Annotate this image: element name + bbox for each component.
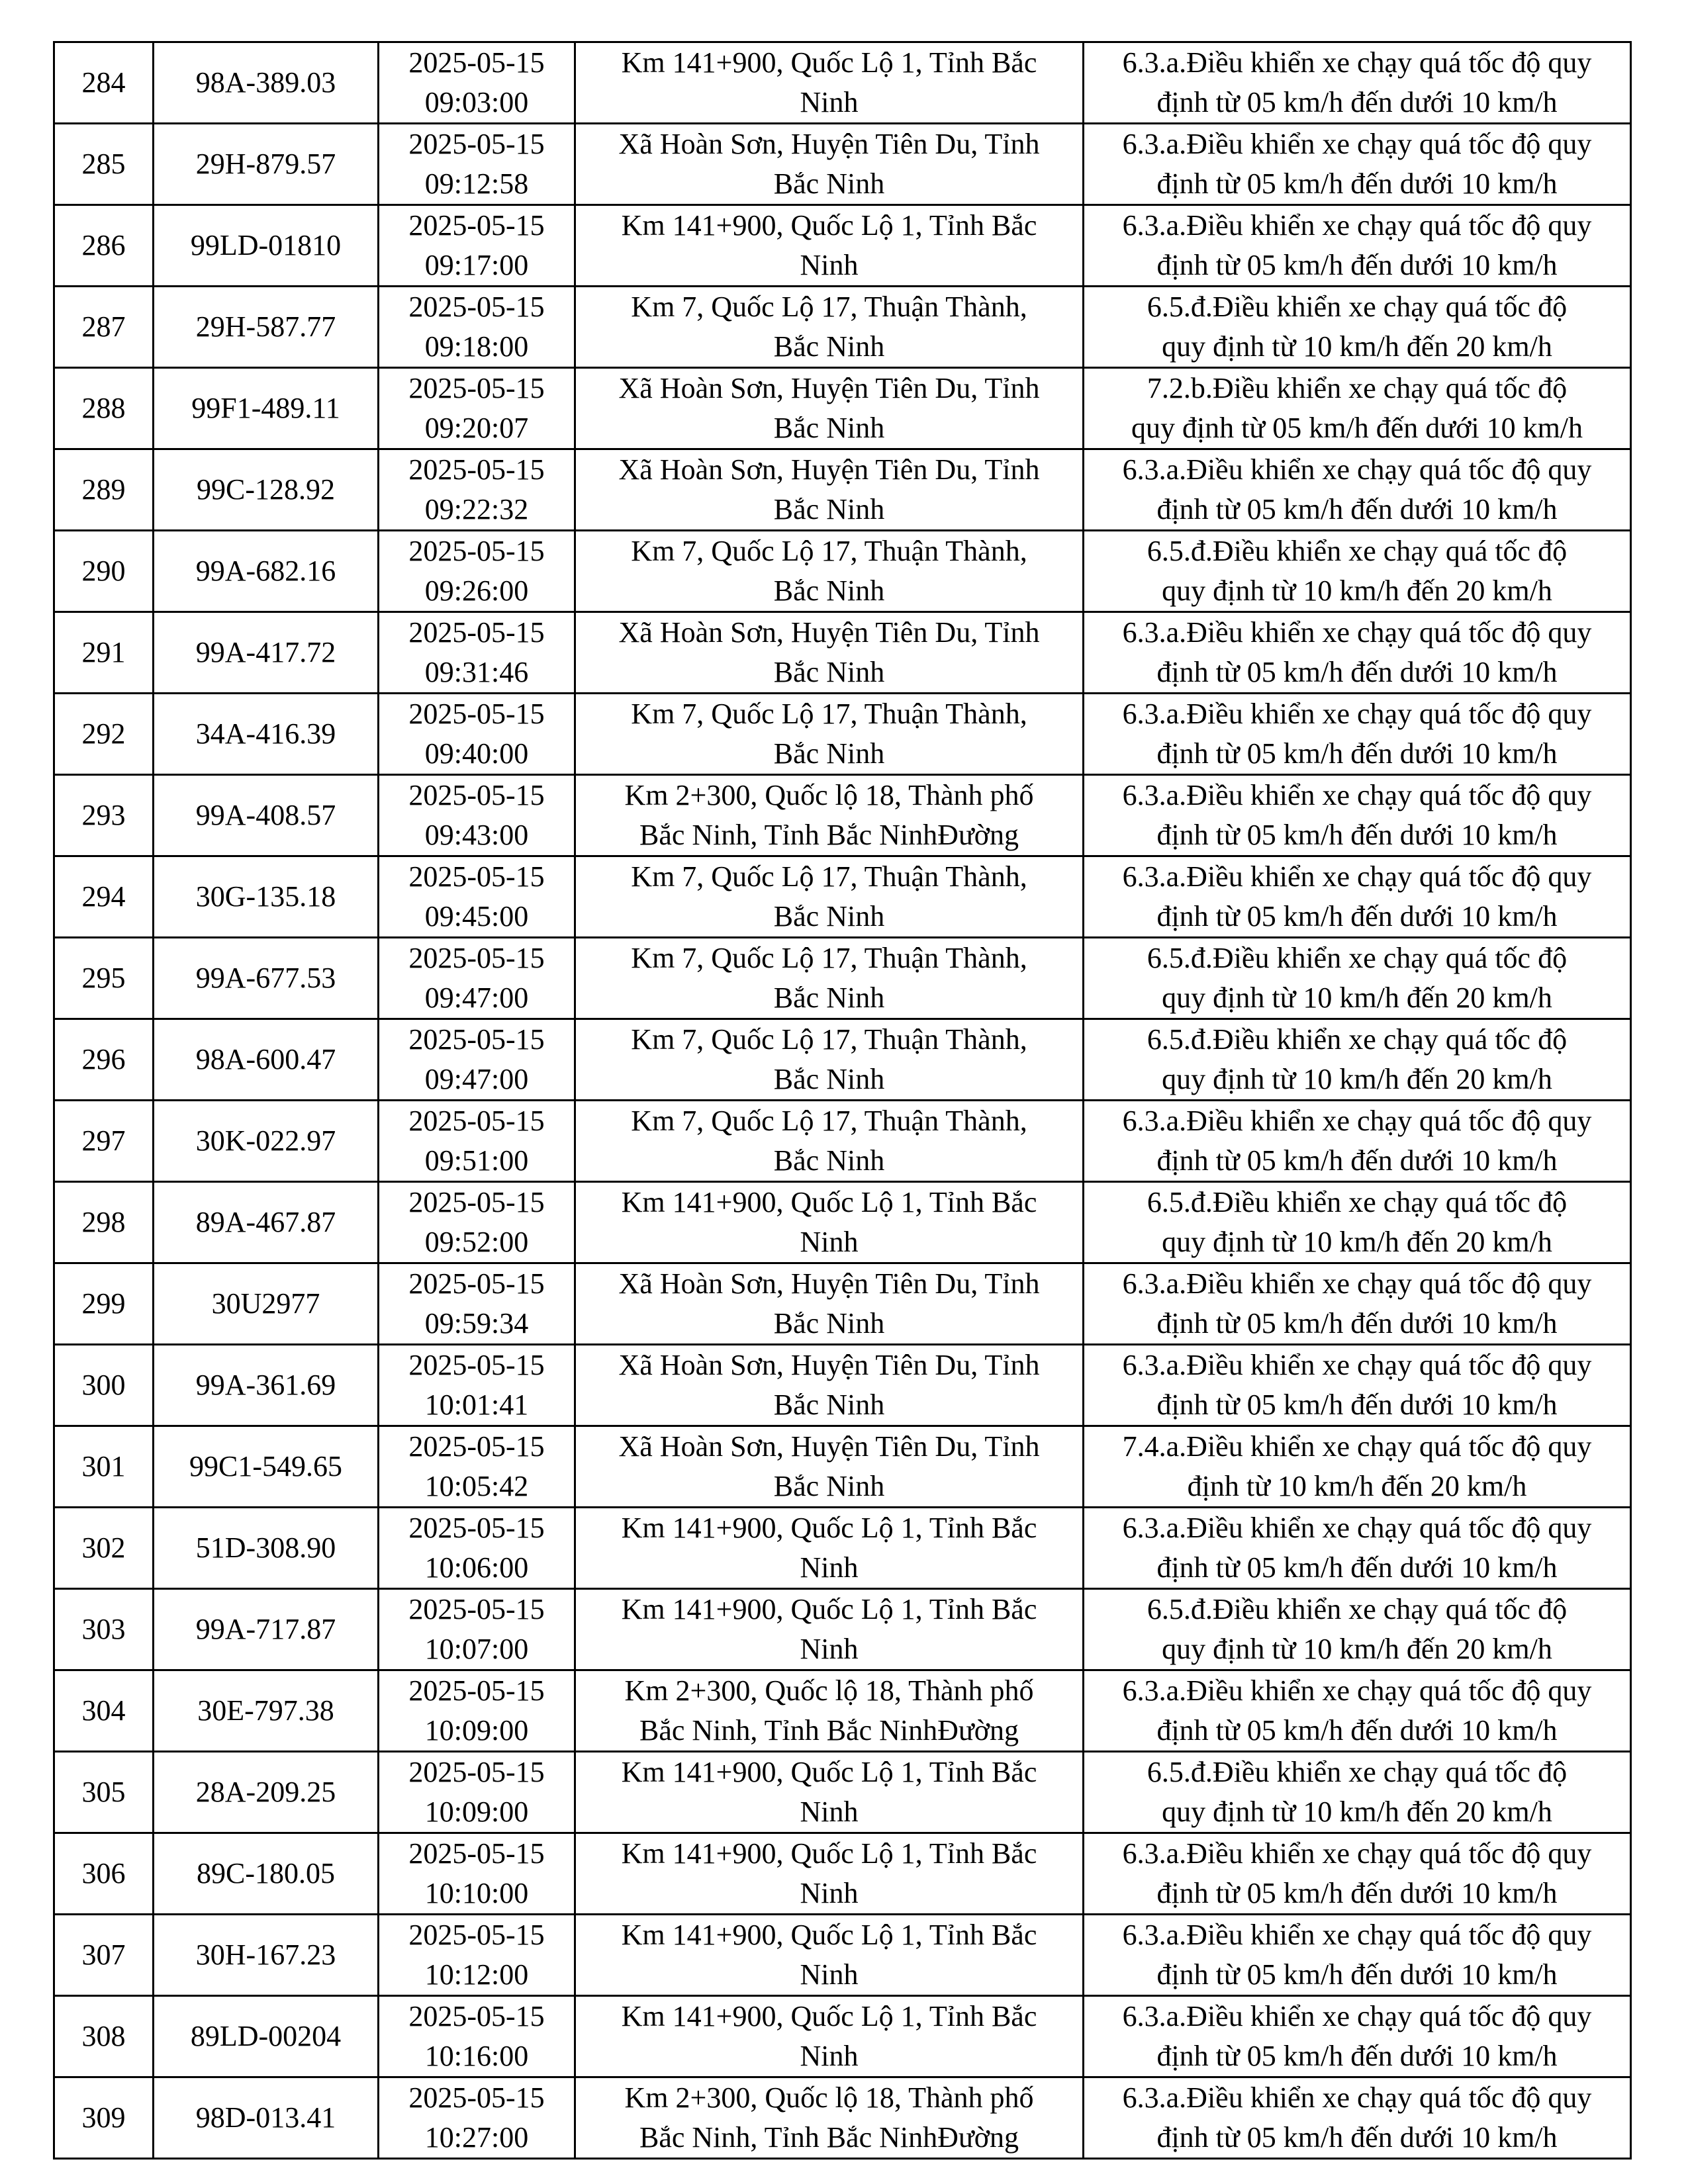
violation-location-cell: Km 7, Quốc Lộ 17, Thuận Thành, Bắc Ninh	[575, 856, 1084, 938]
row-number-cell: 286	[54, 205, 154, 287]
violation-location-cell: Xã Hoàn Sơn, Huyện Tiên Du, Tỉnh Bắc Ninh	[575, 1345, 1084, 1426]
violation-time-cell: 2025-05-15 09:40:00	[379, 694, 575, 775]
violation-description-cell: 6.3.a.Điều khiển xe chạy quá tốc độ quy định từ 05 km/h đến dưới 10 km/h	[1084, 2077, 1631, 2159]
license-plate-cell: 29H-879.57	[154, 124, 379, 205]
row-number-cell: 306	[54, 1833, 154, 1915]
table-row	[54, 1182, 1631, 1263]
violation-time-cell: 2025-05-15 09:43:00	[379, 775, 575, 856]
license-plate-cell: 34A-416.39	[154, 694, 379, 775]
license-plate-cell: 99A-417.72	[154, 612, 379, 694]
license-plate-cell: 30E-797.38	[154, 1670, 379, 1752]
table-row	[54, 1426, 1631, 1508]
row-number-cell: 297	[54, 1101, 154, 1182]
violation-location-cell: Xã Hoàn Sơn, Huyện Tiên Du, Tỉnh Bắc Ninh	[575, 449, 1084, 531]
violation-time-cell: 2025-05-15 09:59:34	[379, 1263, 575, 1345]
license-plate-cell: 98A-600.47	[154, 1019, 379, 1101]
violation-description-cell: 6.3.a.Điều khiển xe chạy quá tốc độ quy định từ 05 km/h đến dưới 10 km/h	[1084, 124, 1631, 205]
violation-time-cell: 2025-05-15 09:31:46	[379, 612, 575, 694]
license-plate-cell: 99A-677.53	[154, 938, 379, 1019]
license-plate-cell: 99LD-01810	[154, 205, 379, 287]
row-number-cell: 296	[54, 1019, 154, 1101]
license-plate-cell: 98A-389.03	[154, 42, 379, 124]
table-row	[54, 1752, 1631, 1833]
violation-description-cell: 6.3.a.Điều khiển xe chạy quá tốc độ quy định từ 05 km/h đến dưới 10 km/h	[1084, 856, 1631, 938]
table-row	[54, 531, 1631, 612]
row-number-cell: 287	[54, 287, 154, 368]
table-row	[54, 124, 1631, 205]
violation-location-cell: Km 2+300, Quốc lộ 18, Thành phố Bắc Ninh, Tỉnh Bắc NinhĐường	[575, 1670, 1084, 1752]
license-plate-cell: 99A-361.69	[154, 1345, 379, 1426]
violation-description-cell: 6.3.a.Điều khiển xe chạy quá tốc độ quy định từ 05 km/h đến dưới 10 km/h	[1084, 775, 1631, 856]
violation-location-cell: Xã Hoàn Sơn, Huyện Tiên Du, Tỉnh Bắc Ninh	[575, 1426, 1084, 1508]
violation-description-cell: 6.3.a.Điều khiển xe chạy quá tốc độ quy định từ 05 km/h đến dưới 10 km/h	[1084, 1101, 1631, 1182]
row-number-cell: 293	[54, 775, 154, 856]
violation-time-cell: 2025-05-15 09:22:32	[379, 449, 575, 531]
violation-location-cell: Km 141+900, Quốc Lộ 1, Tỉnh Bắc Ninh	[575, 1833, 1084, 1915]
violation-description-cell: 6.3.a.Điều khiển xe chạy quá tốc độ quy định từ 05 km/h đến dưới 10 km/h	[1084, 1345, 1631, 1426]
violation-description-cell: 6.5.đ.Điều khiển xe chạy quá tốc độ quy định từ 10 km/h đến 20 km/h	[1084, 1182, 1631, 1263]
row-number-cell: 290	[54, 531, 154, 612]
violation-location-cell: Km 7, Quốc Lộ 17, Thuận Thành, Bắc Ninh	[575, 694, 1084, 775]
violation-description-cell: 6.3.a.Điều khiển xe chạy quá tốc độ quy định từ 05 km/h đến dưới 10 km/h	[1084, 449, 1631, 531]
violation-description-cell: 6.3.a.Điều khiển xe chạy quá tốc độ quy định từ 05 km/h đến dưới 10 km/h	[1084, 205, 1631, 287]
table-row	[54, 1833, 1631, 1915]
violation-description-cell: 6.5.đ.Điều khiển xe chạy quá tốc độ quy định từ 10 km/h đến 20 km/h	[1084, 938, 1631, 1019]
violation-time-cell: 2025-05-15 10:27:00	[379, 2077, 575, 2159]
violation-location-cell: Km 141+900, Quốc Lộ 1, Tỉnh Bắc Ninh	[575, 1589, 1084, 1670]
table-row	[54, 1996, 1631, 2077]
violation-time-cell: 2025-05-15 09:03:00	[379, 42, 575, 124]
violation-time-cell: 2025-05-15 09:45:00	[379, 856, 575, 938]
license-plate-cell: 29H-587.77	[154, 287, 379, 368]
table-row	[54, 287, 1631, 368]
violation-description-cell: 6.3.a.Điều khiển xe chạy quá tốc độ quy định từ 05 km/h đến dưới 10 km/h	[1084, 42, 1631, 124]
table-row	[54, 1915, 1631, 1996]
violation-time-cell: 2025-05-15 09:52:00	[379, 1182, 575, 1263]
violations-table-body	[54, 42, 1631, 2159]
row-number-cell: 304	[54, 1670, 154, 1752]
violation-time-cell: 2025-05-15 10:09:00	[379, 1752, 575, 1833]
violation-time-cell: 2025-05-15 09:17:00	[379, 205, 575, 287]
violation-location-cell: Km 141+900, Quốc Lộ 1, Tỉnh Bắc Ninh	[575, 42, 1084, 124]
table-row	[54, 1508, 1631, 1589]
violation-time-cell: 2025-05-15 10:16:00	[379, 1996, 575, 2077]
license-plate-cell: 99A-682.16	[154, 531, 379, 612]
violation-location-cell: Km 141+900, Quốc Lộ 1, Tỉnh Bắc Ninh	[575, 205, 1084, 287]
table-row	[54, 205, 1631, 287]
row-number-cell: 305	[54, 1752, 154, 1833]
violation-description-cell: 6.3.a.Điều khiển xe chạy quá tốc độ quy định từ 05 km/h đến dưới 10 km/h	[1084, 1996, 1631, 2077]
violation-time-cell: 2025-05-15 09:51:00	[379, 1101, 575, 1182]
table-row	[54, 938, 1631, 1019]
violation-time-cell: 2025-05-15 10:09:00	[379, 1670, 575, 1752]
violation-time-cell: 2025-05-15 09:47:00	[379, 1019, 575, 1101]
license-plate-cell: 98D-013.41	[154, 2077, 379, 2159]
violation-location-cell: Km 2+300, Quốc lộ 18, Thành phố Bắc Ninh, Tỉnh Bắc NinhĐường	[575, 775, 1084, 856]
violations-table	[53, 41, 1632, 2160]
violation-location-cell: Xã Hoàn Sơn, Huyện Tiên Du, Tỉnh Bắc Ninh	[575, 612, 1084, 694]
violation-location-cell: Km 141+900, Quốc Lộ 1, Tỉnh Bắc Ninh	[575, 1996, 1084, 2077]
violation-description-cell: 6.3.a.Điều khiển xe chạy quá tốc độ quy định từ 05 km/h đến dưới 10 km/h	[1084, 612, 1631, 694]
table-row	[54, 612, 1631, 694]
violation-location-cell: Km 141+900, Quốc Lộ 1, Tỉnh Bắc Ninh	[575, 1182, 1084, 1263]
license-plate-cell: 30K-022.97	[154, 1101, 379, 1182]
row-number-cell: 303	[54, 1589, 154, 1670]
violation-location-cell: Km 141+900, Quốc Lộ 1, Tỉnh Bắc Ninh	[575, 1915, 1084, 1996]
violation-location-cell: Km 7, Quốc Lộ 17, Thuận Thành, Bắc Ninh	[575, 531, 1084, 612]
table-row	[54, 1345, 1631, 1426]
violation-description-cell: 7.4.a.Điều khiển xe chạy quá tốc độ quy định từ 10 km/h đến 20 km/h	[1084, 1426, 1631, 1508]
table-row	[54, 449, 1631, 531]
violation-description-cell: 6.3.a.Điều khiển xe chạy quá tốc độ quy định từ 05 km/h đến dưới 10 km/h	[1084, 1915, 1631, 1996]
license-plate-cell: 30G-135.18	[154, 856, 379, 938]
row-number-cell: 295	[54, 938, 154, 1019]
violation-location-cell: Km 7, Quốc Lộ 17, Thuận Thành, Bắc Ninh	[575, 1019, 1084, 1101]
violation-time-cell: 2025-05-15 09:26:00	[379, 531, 575, 612]
violation-time-cell: 2025-05-15 10:01:41	[379, 1345, 575, 1426]
row-number-cell: 284	[54, 42, 154, 124]
violation-time-cell: 2025-05-15 09:12:58	[379, 124, 575, 205]
row-number-cell: 285	[54, 124, 154, 205]
violation-location-cell: Km 7, Quốc Lộ 17, Thuận Thành, Bắc Ninh	[575, 1101, 1084, 1182]
violation-location-cell: Xã Hoàn Sơn, Huyện Tiên Du, Tỉnh Bắc Ninh	[575, 124, 1084, 205]
table-row	[54, 2077, 1631, 2159]
violation-description-cell: 6.3.a.Điều khiển xe chạy quá tốc độ quy định từ 05 km/h đến dưới 10 km/h	[1084, 694, 1631, 775]
table-row	[54, 1101, 1631, 1182]
violation-description-cell: 6.3.a.Điều khiển xe chạy quá tốc độ quy định từ 05 km/h đến dưới 10 km/h	[1084, 1508, 1631, 1589]
violation-time-cell: 2025-05-15 09:18:00	[379, 287, 575, 368]
license-plate-cell: 99A-408.57	[154, 775, 379, 856]
violation-location-cell: Km 141+900, Quốc Lộ 1, Tỉnh Bắc Ninh	[575, 1752, 1084, 1833]
row-number-cell: 299	[54, 1263, 154, 1345]
violation-location-cell: Km 7, Quốc Lộ 17, Thuận Thành, Bắc Ninh	[575, 938, 1084, 1019]
row-number-cell: 309	[54, 2077, 154, 2159]
table-row	[54, 694, 1631, 775]
violation-time-cell: 2025-05-15 09:47:00	[379, 938, 575, 1019]
row-number-cell: 308	[54, 1996, 154, 2077]
violation-time-cell: 2025-05-15 10:10:00	[379, 1833, 575, 1915]
violation-description-cell: 6.5.đ.Điều khiển xe chạy quá tốc độ quy định từ 10 km/h đến 20 km/h	[1084, 531, 1631, 612]
row-number-cell: 300	[54, 1345, 154, 1426]
table-row	[54, 775, 1631, 856]
row-number-cell: 302	[54, 1508, 154, 1589]
license-plate-cell: 28A-209.25	[154, 1752, 379, 1833]
violation-time-cell: 2025-05-15 10:06:00	[379, 1508, 575, 1589]
violation-location-cell: Km 7, Quốc Lộ 17, Thuận Thành, Bắc Ninh	[575, 287, 1084, 368]
table-row	[54, 42, 1631, 124]
violation-time-cell: 2025-05-15 10:05:42	[379, 1426, 575, 1508]
row-number-cell: 298	[54, 1182, 154, 1263]
violation-description-cell: 6.3.a.Điều khiển xe chạy quá tốc độ quy định từ 05 km/h đến dưới 10 km/h	[1084, 1833, 1631, 1915]
violation-description-cell: 6.5.đ.Điều khiển xe chạy quá tốc độ quy định từ 10 km/h đến 20 km/h	[1084, 287, 1631, 368]
violation-location-cell: Xã Hoàn Sơn, Huyện Tiên Du, Tỉnh Bắc Ninh	[575, 1263, 1084, 1345]
table-row	[54, 1263, 1631, 1345]
violation-description-cell: 6.3.a.Điều khiển xe chạy quá tốc độ quy định từ 05 km/h đến dưới 10 km/h	[1084, 1670, 1631, 1752]
violation-time-cell: 2025-05-15 09:20:07	[379, 368, 575, 449]
violation-time-cell: 2025-05-15 10:07:00	[379, 1589, 575, 1670]
license-plate-cell: 30H-167.23	[154, 1915, 379, 1996]
license-plate-cell: 99C1-549.65	[154, 1426, 379, 1508]
license-plate-cell: 89C-180.05	[154, 1833, 379, 1915]
violation-description-cell: 7.2.b.Điều khiển xe chạy quá tốc độ quy định từ 05 km/h đến dưới 10 km/h	[1084, 368, 1631, 449]
row-number-cell: 294	[54, 856, 154, 938]
violation-description-cell: 6.5.đ.Điều khiển xe chạy quá tốc độ quy định từ 10 km/h đến 20 km/h	[1084, 1589, 1631, 1670]
row-number-cell: 292	[54, 694, 154, 775]
license-plate-cell: 89A-467.87	[154, 1182, 379, 1263]
license-plate-cell: 51D-308.90	[154, 1508, 379, 1589]
table-row	[54, 1019, 1631, 1101]
violation-description-cell: 6.5.đ.Điều khiển xe chạy quá tốc độ quy định từ 10 km/h đến 20 km/h	[1084, 1019, 1631, 1101]
violation-description-cell: 6.5.đ.Điều khiển xe chạy quá tốc độ quy định từ 10 km/h đến 20 km/h	[1084, 1752, 1631, 1833]
table-row	[54, 856, 1631, 938]
table-row	[54, 1670, 1631, 1752]
row-number-cell: 291	[54, 612, 154, 694]
license-plate-cell: 89LD-00204	[154, 1996, 379, 2077]
license-plate-cell: 99C-128.92	[154, 449, 379, 531]
violation-location-cell: Xã Hoàn Sơn, Huyện Tiên Du, Tỉnh Bắc Ninh	[575, 368, 1084, 449]
license-plate-cell: 99A-717.87	[154, 1589, 379, 1670]
license-plate-cell: 30U2977	[154, 1263, 379, 1345]
violation-description-cell: 6.3.a.Điều khiển xe chạy quá tốc độ quy định từ 05 km/h đến dưới 10 km/h	[1084, 1263, 1631, 1345]
violation-time-cell: 2025-05-15 10:12:00	[379, 1915, 575, 1996]
row-number-cell: 289	[54, 449, 154, 531]
table-row	[54, 368, 1631, 449]
row-number-cell: 307	[54, 1915, 154, 1996]
table-row	[54, 1589, 1631, 1670]
row-number-cell: 288	[54, 368, 154, 449]
violation-location-cell: Km 141+900, Quốc Lộ 1, Tỉnh Bắc Ninh	[575, 1508, 1084, 1589]
row-number-cell: 301	[54, 1426, 154, 1508]
license-plate-cell: 99F1-489.11	[154, 368, 379, 449]
violation-location-cell: Km 2+300, Quốc lộ 18, Thành phố Bắc Ninh, Tỉnh Bắc NinhĐường	[575, 2077, 1084, 2159]
